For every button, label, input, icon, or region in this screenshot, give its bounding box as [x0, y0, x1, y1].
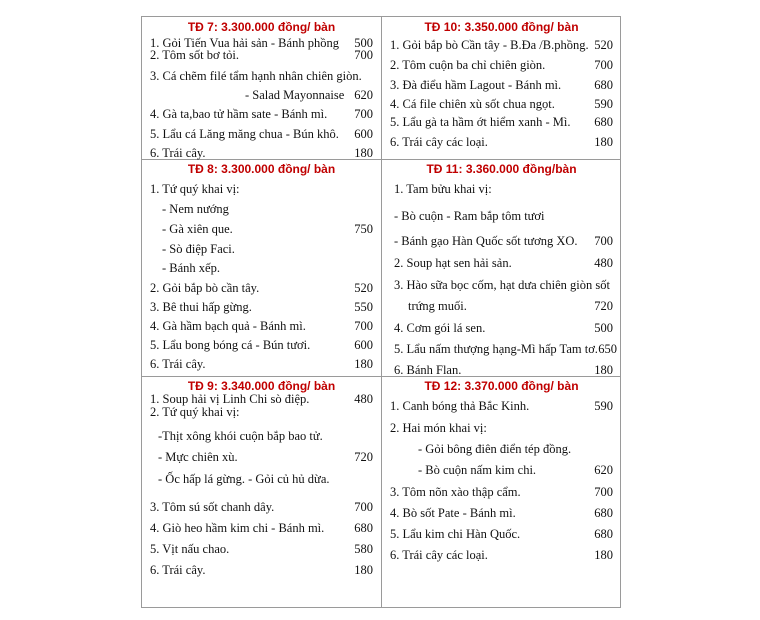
menu-item-price: 590: [594, 399, 613, 413]
menu-item: 1. Soup hải vị Linh Chi sò điệp.: [150, 392, 310, 406]
menu-item-price: 680: [354, 521, 373, 535]
menu-item-price: 650: [598, 342, 617, 356]
menu-item: 2. Tứ quý khai vị:: [150, 405, 240, 419]
menu-title: TĐ 10: 3.350.000 đồng/ bàn: [424, 20, 579, 34]
menu-item-price: 700: [594, 234, 613, 248]
menu-item: 2. Soup hạt sen hải sản.: [394, 256, 512, 270]
menu-item-price: 590: [594, 97, 613, 111]
menu-item-price: 680: [594, 506, 613, 520]
menu-item: - Gà xiên que.: [162, 222, 233, 236]
menu-item-price: 500: [354, 36, 373, 50]
menu-item: 3. Bê thui hấp gừng.: [150, 300, 252, 314]
menu-item: 6. Trái cây các loại.: [390, 135, 488, 149]
menu-item: - Nem nướng: [162, 202, 229, 216]
menu-title: TĐ 12: 3.370.000 đồng/ bàn: [424, 379, 579, 393]
menu-item-price: 750: [354, 222, 373, 236]
menu-item-price: 620: [594, 463, 613, 477]
menu-item-price: 500: [594, 321, 613, 335]
menu-item-price: 180: [354, 146, 373, 160]
menu-item: 5. Lẩu kim chi Hàn Quốc.: [390, 527, 521, 541]
menu-item: 4. Giò heo hầm kim chi - Bánh mì.: [150, 521, 325, 535]
menu-item-price: 580: [354, 542, 373, 556]
menu-item: 6. Trái cây.: [150, 563, 206, 577]
menu-item: 2. Hai món khai vị:: [390, 421, 487, 435]
menu-item-price: 700: [354, 319, 373, 333]
menu-item-price: 720: [354, 450, 373, 464]
menu-cell-td10: [382, 17, 621, 159]
menu-item-price: 700: [354, 500, 373, 514]
menu-item: 1. Gỏi bắp bò Cần tây - B.Đa /B.phồng.: [390, 38, 589, 52]
menu-item: 4. Gà hầm bạch quả - Bánh mì.: [150, 319, 306, 333]
menu-title: TĐ 7: 3.300.000 đồng/ bàn: [187, 20, 336, 34]
menu-item: - Sò điệp Faci.: [162, 242, 235, 256]
menu-item: - Mực chiên xù.: [158, 450, 238, 464]
menu-item: 6. Trái cây các loại.: [390, 548, 488, 562]
menu-item: - Bánh xếp.: [162, 261, 220, 275]
menu-item: - Gỏi bông điên điển tép đồng.: [418, 442, 572, 456]
menu-item-price: 720: [594, 299, 613, 313]
menu-item: 1. Tam bửu khai vị:: [394, 182, 492, 196]
menu-item: 2. Gỏi bắp bò cần tây.: [150, 281, 260, 295]
menu-item: 5. Lẩu bong bóng cá - Bún tươi.: [150, 338, 311, 352]
menu-item-price: 480: [354, 392, 373, 406]
menu-item: 3. Tôm sú sốt chanh dây.: [150, 500, 275, 514]
menu-item: 4. Gà ta,bao tử hầm sate - Bánh mì.: [150, 107, 328, 121]
menu-item-price: 520: [594, 38, 613, 52]
menu-item: 3. Hào sữa bọc cốm, hạt dưa chiên giòn sốt: [394, 278, 610, 292]
menu-item-price: 180: [594, 363, 613, 377]
menu-item: 2. Tôm cuộn ba chỉ chiên giòn.: [390, 58, 546, 72]
menu-item: 6. Trái cây.: [150, 146, 206, 160]
menu-title: TĐ 8: 3.300.000 đồng/ bàn: [187, 162, 336, 176]
menu-item: 4. Cơm gói lá sen.: [394, 321, 486, 335]
menu-item-price: 600: [354, 127, 373, 141]
menu-item: 5. Vịt nấu chao.: [150, 542, 230, 556]
menu-item-price: 700: [594, 485, 613, 499]
menu-item: - Bò cuộn - Ram bắp tôm tươi: [394, 209, 545, 223]
menu-item: 6. Trái cây.: [150, 357, 206, 371]
menu-cell-td11: [382, 160, 621, 376]
menu-cell-td12: [382, 377, 621, 607]
menu-item-price: 700: [354, 48, 373, 62]
menu-item-price: 180: [354, 563, 373, 577]
menu-item: 4. Bò sốt Pate - Bánh mì.: [390, 506, 516, 520]
menu-item: 6. Bánh Flan.: [394, 363, 462, 377]
menu-cell-td7: [142, 17, 381, 159]
menu-item-price: 600: [354, 338, 373, 352]
menu-item: 2. Tôm sốt bơ tỏi.: [150, 48, 240, 62]
menu-item: 5. Lẩu nấm thượng hạng-Mì hấp Tam tơ.: [394, 342, 598, 356]
menu-cell-td8: [142, 160, 381, 376]
menu-item: 1. Canh bóng thả Bắc Kinh.: [390, 399, 530, 413]
menu-item: 3. Cá chẽm filé tẩm hạnh nhân chiên giòn.: [150, 69, 362, 83]
menu-item-price: 180: [594, 548, 613, 562]
menu-item-price: 680: [594, 78, 613, 92]
menu-item: 1. Gỏi Tiến Vua hải sản - Bánh phồng: [150, 36, 339, 50]
menu-item-price: 520: [354, 281, 373, 295]
menu-item-price: 700: [594, 58, 613, 72]
menu-item: - Ốc hấp lá gừng. - Gỏi củ hủ dừa.: [158, 472, 330, 486]
menu-item-price: 620: [354, 88, 373, 102]
menu-item: 1. Tứ quý khai vị:: [150, 182, 240, 196]
menu-title: TĐ 11: 3.360.000 đồng/bàn: [426, 162, 577, 176]
menu-item-price: 550: [354, 300, 373, 314]
menu-item: - Salad Mayonnaise: [245, 88, 345, 102]
menu-cell-td9: [142, 377, 381, 607]
menu-item: trứng muối.: [408, 299, 467, 313]
menu-item-price: 180: [354, 357, 373, 371]
menu-item-price: 180: [594, 135, 613, 149]
menu-item-price: 680: [594, 527, 613, 541]
menu-item: 5. Lẩu cá Lăng măng chua - Bún khô.: [150, 127, 339, 141]
menu-item-price: 680: [594, 115, 613, 129]
menu-item: 3. Tôm nõn xào thập cẩm.: [390, 485, 521, 499]
menu-table: [141, 16, 621, 608]
menu-item-price: 480: [594, 256, 613, 270]
menu-title: TĐ 9: 3.340.000 đồng/ bàn: [187, 379, 336, 393]
menu-item-price: 700: [354, 107, 373, 121]
menu-item: -Thịt xông khói cuộn bắp bao tử.: [158, 429, 323, 443]
menu-item: 4. Cá file chiên xù sốt chua ngọt.: [390, 97, 555, 111]
menu-item: 5. Lẩu gà ta hầm ớt hiểm xanh - Mì.: [390, 115, 571, 129]
menu-item: 3. Đà điểu hầm Lagout - Bánh mì.: [390, 78, 562, 92]
menu-item: - Bò cuộn nấm kim chi.: [418, 463, 537, 477]
menu-item: - Bánh gạo Hàn Quốc sốt tương XO.: [394, 234, 578, 248]
